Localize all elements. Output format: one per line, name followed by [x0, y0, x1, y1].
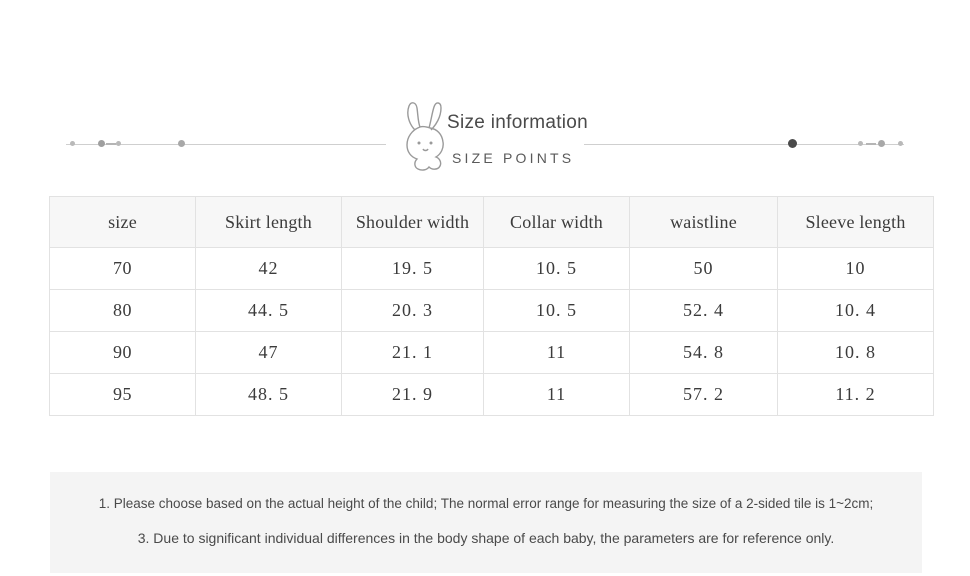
- cell-collar-width: 11: [484, 332, 630, 374]
- page-subtitle: SIZE POINTS: [452, 150, 575, 166]
- table-row: [50, 332, 934, 374]
- table-header: [50, 197, 934, 248]
- cell-skirt-length: 48. 5: [196, 374, 342, 416]
- decorative-dot-icon: [70, 141, 75, 146]
- cell-skirt-length: 47: [196, 332, 342, 374]
- cell-skirt-length: 42: [196, 248, 342, 290]
- cell-waistline: 52. 4: [630, 290, 778, 332]
- cell-collar-width: 11: [484, 374, 630, 416]
- cell-shoulder-width: 21. 1: [342, 332, 484, 374]
- column-header-skirt-length: Skirt length: [196, 197, 342, 248]
- column-header-waistline: waistline: [630, 197, 778, 248]
- cell-shoulder-width: 19. 5: [342, 248, 484, 290]
- cell-shoulder-width: 21. 9: [342, 374, 484, 416]
- cell-waistline: 54. 8: [630, 332, 778, 374]
- cell-waistline: 57. 2: [630, 374, 778, 416]
- cell-sleeve-length: 11. 2: [778, 374, 934, 416]
- column-header-shoulder-width: Shoulder width: [342, 197, 484, 248]
- table-header-row: [50, 197, 934, 248]
- decorative-dot-icon: [178, 140, 185, 147]
- bunny-outline-icon: [398, 100, 452, 181]
- decorative-dot-icon: [116, 141, 121, 146]
- cell-waistline: 50: [630, 248, 778, 290]
- table-body: [50, 248, 934, 416]
- cell-size: 80: [50, 290, 196, 332]
- page-title: Size information: [447, 112, 589, 133]
- column-header-collar-width: Collar width: [484, 197, 630, 248]
- decorative-line-right: [584, 144, 904, 145]
- note-line-1: 1. Please choose based on the actual height of the child; The normal error range for measuring the size of a 2-sided tile is 1~2cm;: [98, 496, 874, 511]
- cell-size: 95: [50, 374, 196, 416]
- size-table: [49, 196, 934, 416]
- table-row: [50, 374, 934, 416]
- header-banner: [0, 48, 970, 166]
- column-header-sleeve-length: Sleeve length: [778, 197, 934, 248]
- cell-sleeve-length: 10: [778, 248, 934, 290]
- table-row: [50, 290, 934, 332]
- column-header-size: size: [50, 197, 196, 248]
- cell-skirt-length: 44. 5: [196, 290, 342, 332]
- decorative-dash-icon: [866, 143, 876, 145]
- cell-size: 70: [50, 248, 196, 290]
- cell-sleeve-length: 10. 4: [778, 290, 934, 332]
- size-chart-container: [49, 196, 933, 416]
- decorative-dot-accent-icon: [788, 139, 797, 148]
- decorative-dot-icon: [858, 141, 863, 146]
- decorative-dot-icon: [98, 140, 105, 147]
- cell-size: 90: [50, 332, 196, 374]
- note-line-2: 3. Due to significant individual differences in the body shape of each baby, the parameters are for reference only.: [137, 530, 835, 547]
- notes-panel: [50, 472, 922, 573]
- cell-collar-width: 10. 5: [484, 290, 630, 332]
- decorative-dot-icon: [878, 140, 885, 147]
- cell-shoulder-width: 20. 3: [342, 290, 484, 332]
- decorative-dot-icon: [898, 141, 903, 146]
- cell-sleeve-length: 10. 8: [778, 332, 934, 374]
- decorative-dash-icon: [106, 143, 116, 145]
- table-row: [50, 248, 934, 290]
- cell-collar-width: 10. 5: [484, 248, 630, 290]
